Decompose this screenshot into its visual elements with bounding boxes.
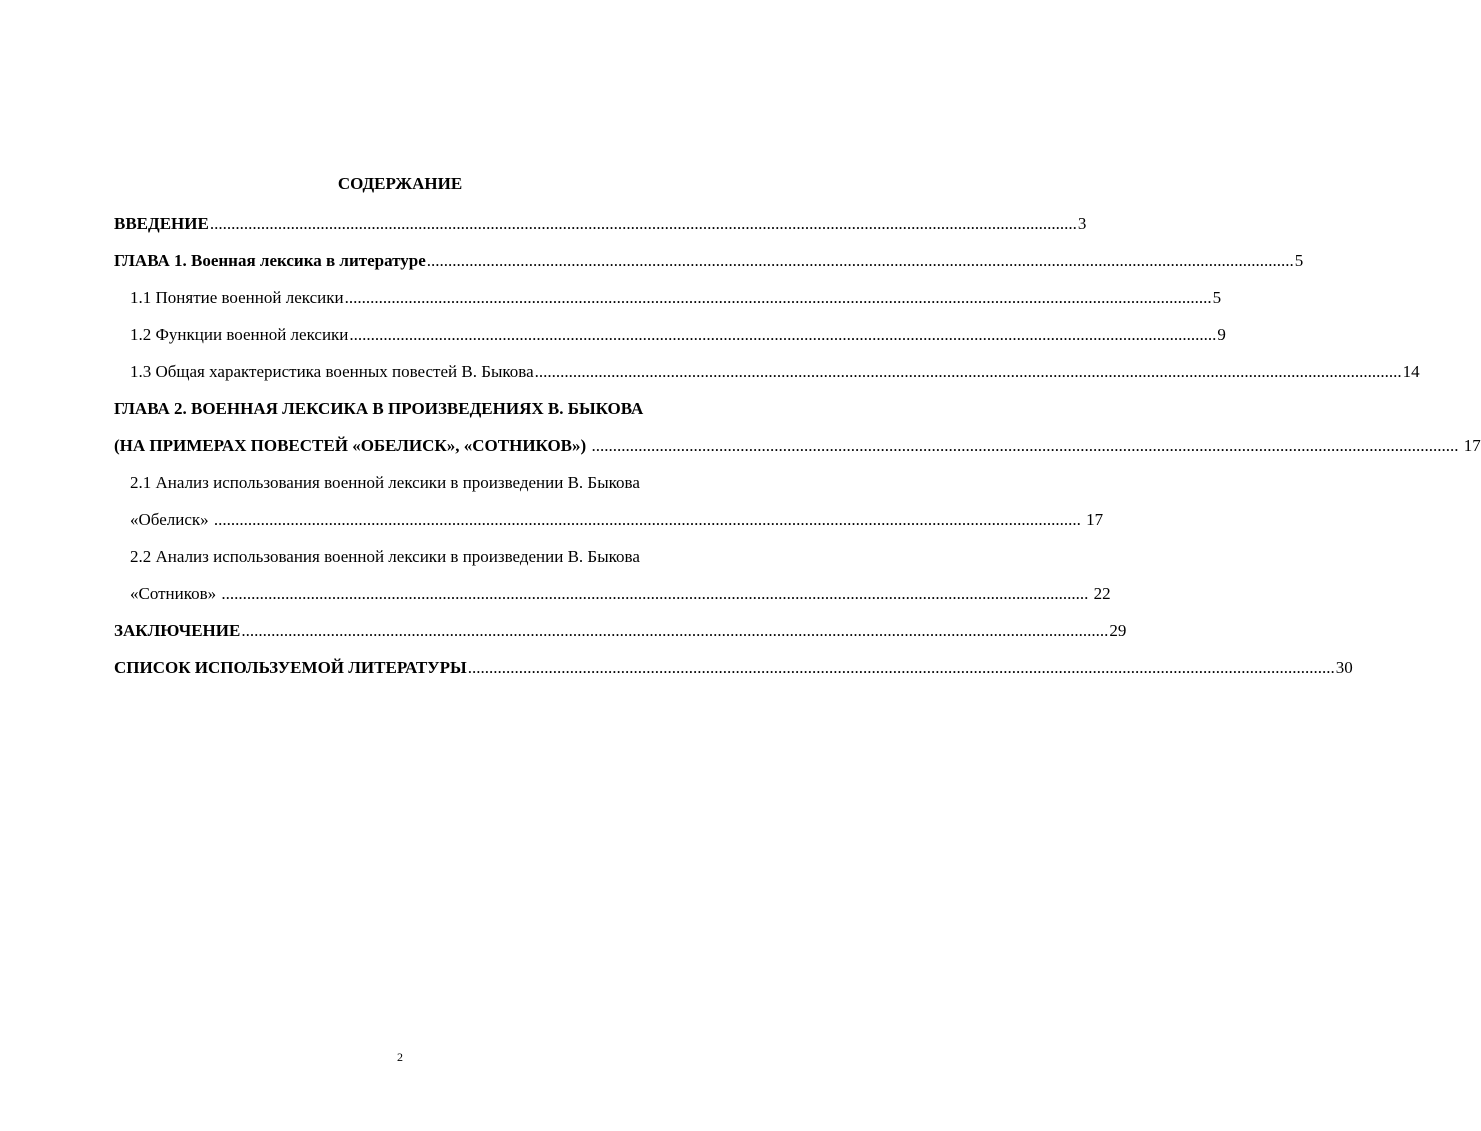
toc-leader-dots: [345, 279, 1212, 316]
toc-entry-chapter-1[interactable]: [114, 242, 1304, 279]
toc-entry-section-1-3[interactable]: [114, 353, 1420, 390]
toc-entry-chapter-2[interactable]: [114, 390, 1481, 464]
page-number: 2: [397, 1050, 403, 1064]
toc-entry-conclusion[interactable]: [114, 612, 1127, 649]
toc-entry-page: 22: [1093, 584, 1111, 603]
toc-leader-dots: [214, 510, 1081, 529]
toc-entry-section-1-2[interactable]: [114, 316, 1226, 353]
toc-entry-page: 9: [1217, 325, 1226, 344]
toc-entry-label: 1.3 Общая характеристика военных повестей В. Быкова: [130, 362, 534, 381]
toc-entry-introduction[interactable]: [114, 205, 1087, 242]
toc-leader-dots: [241, 612, 1108, 649]
toc-leader-dots: [468, 649, 1335, 686]
toc-entry-label-line1: 2.1 Анализ использования военной лексики в произведении В. Быкова: [130, 473, 640, 492]
table-of-contents: [114, 205, 1481, 686]
toc-entry-page: 17: [1463, 436, 1481, 455]
toc-entry-references[interactable]: [114, 649, 1353, 686]
toc-leader-dots: [427, 242, 1294, 279]
toc-entry-page: 14: [1402, 362, 1420, 381]
toc-entry-label-line1: 2.2 Анализ использования военной лексики в произведении В. Быкова: [130, 547, 640, 566]
toc-leader-dots: [591, 436, 1458, 455]
toc-leader-dots: [535, 353, 1402, 390]
toc-leader-dots: [221, 584, 1088, 603]
toc-entry-page: 3: [1077, 214, 1087, 233]
toc-entry-label: 1.1 Понятие военной лексики: [130, 288, 344, 307]
toc-entry-label: ВВЕДЕНИЕ: [114, 214, 209, 233]
toc-entry-page: 30: [1335, 658, 1353, 677]
toc-entry-section-2-1[interactable]: [114, 464, 1104, 538]
toc-entry-page: 17: [1086, 510, 1104, 529]
toc-entry-label: 1.2 Функции военной лексики: [130, 325, 349, 344]
toc-entry-section-1-1[interactable]: [114, 279, 1222, 316]
toc-entry-page: 5: [1212, 288, 1222, 307]
toc-entry-page: 5: [1294, 251, 1304, 270]
toc-entry-label: ЗАКЛЮЧЕНИЕ: [114, 621, 241, 640]
toc-leader-dots: [349, 316, 1216, 353]
toc-entry-label-line1: ГЛАВА 2. ВОЕННАЯ ЛЕКСИКА В ПРОИЗВЕДЕНИЯХ В. БЫКОВА: [114, 399, 644, 418]
toc-entry-label-line2: «Сотников»: [130, 584, 217, 603]
toc-title: СОДЕРЖАНИЕ: [337, 174, 463, 193]
toc-entry-label-line2: (НА ПРИМЕРАХ ПОВЕСТЕЙ «ОБЕЛИСК», «СОТНИКОВ»): [114, 436, 587, 455]
toc-entry-label-line2: «Обелиск»: [130, 510, 209, 529]
toc-entry-page: 29: [1109, 621, 1127, 640]
toc-entry-section-2-2[interactable]: [114, 538, 1111, 612]
toc-leader-dots: [210, 205, 1077, 242]
toc-entry-label: СПИСОК ИСПОЛЬЗУЕМОЙ ЛИТЕРАТУРЫ: [114, 658, 467, 677]
toc-entry-label: ГЛАВА 1. Военная лексика в литературе: [114, 251, 426, 270]
